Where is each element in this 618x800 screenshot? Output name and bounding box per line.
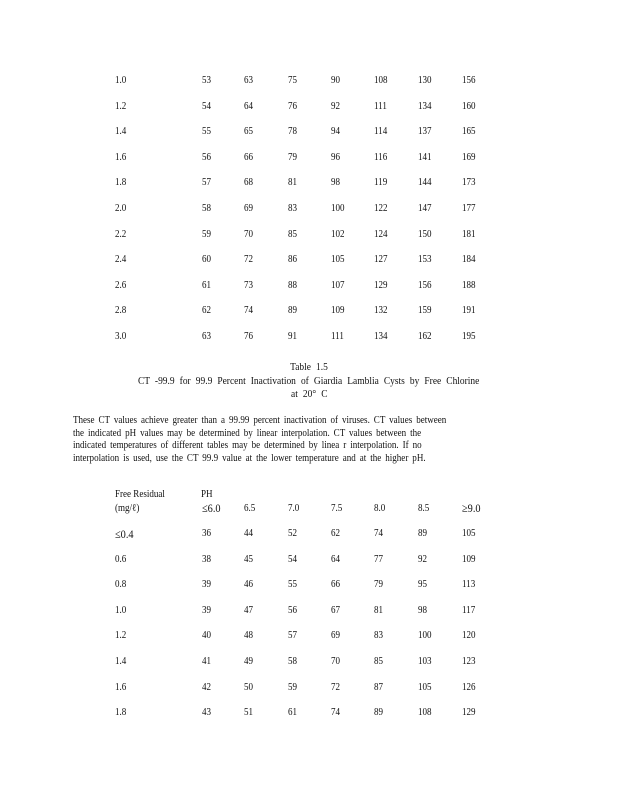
ct-value-cell: 147 — [418, 203, 432, 214]
ct-value-cell: 63 — [202, 331, 212, 342]
ct-value-cell: 67 — [331, 604, 341, 616]
residual-cell: 2.4 — [115, 254, 127, 266]
residual-cell: ≤0.4 — [115, 527, 134, 541]
ct-value-cell: 56 — [288, 604, 298, 616]
ct-value-cell: 36 — [202, 528, 212, 539]
ct-value-cell: 41 — [202, 656, 212, 667]
ph-column-header: ≤6.0 — [202, 501, 221, 515]
ct-value-cell: 52 — [288, 528, 298, 539]
ct-value-cell: 66 — [244, 151, 254, 163]
ct-value-cell: 109 — [462, 553, 476, 565]
ct-value-cell: 119 — [374, 177, 388, 189]
ct-value-cell: 77 — [374, 553, 384, 565]
table-number: Table 1.5 — [290, 362, 328, 373]
ct-value-cell: 65 — [244, 126, 254, 138]
ct-value-cell: 105 — [418, 681, 432, 693]
ct-value-cell: 39 — [202, 604, 212, 616]
header-units: (mg/ℓ) — [115, 503, 140, 514]
residual-cell: 1.8 — [115, 707, 127, 719]
ct-value-cell: 59 — [202, 228, 212, 240]
ct-value-cell: 98 — [418, 604, 428, 616]
residual-cell: 1.0 — [115, 604, 127, 616]
ct-value-cell: 54 — [288, 553, 298, 565]
ct-value-cell: 181 — [462, 228, 476, 240]
note-line: the indicated pH values may be determined by linear interpolation. CT values between the — [73, 427, 422, 439]
residual-cell: 1.6 — [115, 681, 127, 693]
ct-value-cell: 177 — [462, 203, 476, 214]
ct-value-cell: 153 — [418, 254, 432, 266]
ct-value-cell: 39 — [202, 579, 212, 591]
ct-value-cell: 98 — [331, 177, 341, 189]
ct-value-cell: 81 — [288, 177, 298, 189]
ct-value-cell: 94 — [331, 126, 341, 138]
ct-value-cell: 69 — [244, 203, 254, 214]
residual-cell: 1.8 — [115, 177, 127, 189]
ct-value-cell: 62 — [202, 305, 212, 317]
ct-value-cell: 134 — [374, 331, 388, 342]
ph-column-header: 6.5 — [244, 503, 256, 514]
ct-value-cell: 58 — [288, 656, 298, 667]
ph-column-header: 8.0 — [374, 503, 386, 514]
ct-value-cell: 95 — [418, 579, 428, 591]
ph-column-header: 7.5 — [331, 503, 343, 514]
ct-value-cell: 92 — [418, 553, 428, 565]
ct-value-cell: 134 — [418, 100, 432, 112]
ct-value-cell: 126 — [462, 681, 476, 693]
ct-value-cell: 162 — [418, 331, 432, 342]
ct-value-cell: 73 — [244, 279, 254, 291]
ct-value-cell: 105 — [462, 528, 476, 539]
ct-value-cell: 61 — [202, 279, 212, 291]
ct-value-cell: 61 — [288, 707, 298, 719]
note-line: interpolation is used, use the CT 99.9 value at the lower temperature and at the higher pH. — [73, 452, 426, 464]
ct-value-cell: 53 — [202, 75, 212, 86]
ct-value-cell: 51 — [244, 707, 254, 719]
ct-value-cell: 78 — [288, 126, 298, 138]
ct-value-cell: 100 — [331, 203, 345, 214]
ct-value-cell: 111 — [374, 100, 387, 112]
ct-value-cell: 54 — [202, 100, 212, 112]
ct-value-cell: 132 — [374, 305, 388, 317]
residual-cell: 2.6 — [115, 279, 127, 291]
ct-value-cell: 156 — [418, 279, 432, 291]
ct-value-cell: 75 — [288, 75, 298, 86]
ct-value-cell: 89 — [418, 528, 428, 539]
ct-value-cell: 96 — [331, 151, 341, 163]
ct-value-cell: 49 — [244, 656, 254, 667]
ct-value-cell: 129 — [374, 279, 388, 291]
ct-value-cell: 58 — [202, 203, 212, 214]
note-line: indicated temperatures of different tables may be determined by linea r interpolation. If no — [73, 440, 422, 451]
ct-value-cell: 74 — [331, 707, 341, 719]
ct-value-cell: 66 — [331, 579, 341, 591]
ct-value-cell: 89 — [374, 707, 384, 719]
ct-value-cell: 57 — [288, 630, 298, 642]
ct-value-cell: 69 — [331, 630, 341, 642]
ct-value-cell: 43 — [202, 707, 212, 719]
ct-value-cell: 40 — [202, 630, 212, 642]
ct-value-cell: 188 — [462, 279, 476, 291]
ct-value-cell: 191 — [462, 305, 476, 317]
residual-cell: 2.8 — [115, 305, 127, 317]
residual-cell: 3.0 — [115, 331, 127, 342]
ct-value-cell: 129 — [462, 707, 476, 719]
ct-value-cell: 72 — [244, 254, 254, 266]
ct-value-cell: 87 — [374, 681, 384, 693]
ct-value-cell: 124 — [374, 228, 388, 240]
table-caption: CT -99.9 for 99.9 Percent Inactivation of Giardia Lamblia Cysts by Free Chlorine — [138, 376, 480, 387]
ct-value-cell: 137 — [418, 126, 432, 138]
ct-value-cell: 120 — [462, 630, 476, 642]
residual-cell: 2.2 — [115, 228, 127, 240]
ct-value-cell: 79 — [374, 579, 384, 591]
ct-value-cell: 195 — [462, 331, 476, 342]
ct-value-cell: 48 — [244, 630, 254, 642]
ct-value-cell: 50 — [244, 681, 254, 693]
ct-value-cell: 184 — [462, 254, 476, 266]
ct-value-cell: 91 — [288, 331, 298, 342]
header-free-residual: Free Residual — [115, 489, 165, 500]
ct-value-cell: 46 — [244, 579, 254, 591]
ct-value-cell: 144 — [418, 177, 432, 189]
ct-value-cell: 117 — [462, 604, 476, 616]
ct-value-cell: 72 — [331, 681, 341, 693]
ct-value-cell: 85 — [374, 656, 384, 667]
ct-value-cell: 57 — [202, 177, 212, 189]
ct-value-cell: 42 — [202, 681, 212, 693]
ph-column-header: ≥9.0 — [462, 501, 481, 515]
residual-cell: 1.2 — [115, 100, 127, 112]
residual-cell: 0.6 — [115, 553, 127, 565]
ct-value-cell: 116 — [374, 151, 388, 163]
ct-value-cell: 62 — [331, 528, 341, 539]
table-caption-temperature: at 20° C — [290, 389, 328, 400]
ct-value-cell: 127 — [374, 254, 388, 266]
ct-value-cell: 59 — [288, 681, 298, 693]
residual-cell: 0.8 — [115, 579, 127, 591]
ct-value-cell: 122 — [374, 203, 388, 214]
ct-value-cell: 123 — [462, 656, 476, 667]
ct-value-cell: 70 — [331, 656, 341, 667]
ph-column-header: 8.5 — [418, 503, 430, 514]
ct-value-cell: 89 — [288, 305, 298, 317]
ct-value-cell: 111 — [331, 331, 344, 342]
ct-value-cell: 159 — [418, 305, 432, 317]
ct-value-cell: 85 — [288, 228, 298, 240]
residual-cell: 2.0 — [115, 203, 127, 214]
residual-cell: 1.6 — [115, 151, 127, 163]
interpolation-note — [73, 415, 543, 465]
ct-value-cell: 79 — [288, 151, 298, 163]
residual-cell: 1.4 — [115, 656, 127, 667]
ct-value-cell: 114 — [374, 126, 388, 138]
ct-value-cell: 64 — [244, 100, 254, 112]
ct-value-cell: 83 — [374, 630, 384, 642]
ct-value-cell: 92 — [331, 100, 341, 112]
ct-value-cell: 74 — [374, 528, 384, 539]
ct-value-cell: 173 — [462, 177, 476, 189]
ct-value-cell: 113 — [462, 579, 476, 591]
ct-value-cell: 44 — [244, 528, 254, 539]
residual-cell: 1.0 — [115, 75, 127, 86]
ct-value-cell: 90 — [331, 75, 341, 86]
ct-value-cell: 56 — [202, 151, 212, 163]
ct-value-cell: 88 — [288, 279, 298, 291]
ct-value-cell: 108 — [418, 707, 432, 719]
ct-value-cell: 165 — [462, 126, 476, 138]
ct-value-cell: 63 — [244, 75, 254, 86]
ct-value-cell: 108 — [374, 75, 388, 86]
ct-value-cell: 109 — [331, 305, 345, 317]
ct-value-cell: 55 — [288, 579, 298, 591]
ct-value-cell: 81 — [374, 604, 384, 616]
ct-value-cell: 38 — [202, 553, 212, 565]
ct-value-cell: 130 — [418, 75, 432, 86]
ct-value-cell: 150 — [418, 228, 432, 240]
ct-value-cell: 74 — [244, 305, 254, 317]
ct-value-cell: 83 — [288, 203, 298, 214]
ct-value-cell: 160 — [462, 100, 476, 112]
ct-value-cell: 55 — [202, 126, 212, 138]
ct-value-cell: 45 — [244, 553, 254, 565]
ct-value-cell: 102 — [331, 228, 345, 240]
ct-value-cell: 47 — [244, 604, 254, 616]
ct-value-cell: 156 — [462, 75, 476, 86]
ct-value-cell: 64 — [331, 553, 341, 565]
ph-column-header: 7.0 — [288, 503, 300, 514]
ct-value-cell: 86 — [288, 254, 298, 266]
note-line: These CT values achieve greater than a 99.99 percent inactivation of viruses. CT values between — [73, 415, 447, 426]
ct-value-cell: 76 — [288, 100, 298, 112]
ct-value-cell: 169 — [462, 151, 476, 163]
residual-cell: 1.4 — [115, 126, 127, 138]
ct-value-cell: 107 — [331, 279, 345, 291]
ct-value-cell: 141 — [418, 151, 432, 163]
ct-value-cell: 60 — [202, 254, 212, 266]
ct-value-cell: 76 — [244, 331, 254, 342]
ct-value-cell: 103 — [418, 656, 432, 667]
ct-value-cell: 105 — [331, 254, 345, 266]
residual-cell: 1.2 — [115, 630, 127, 642]
ct-value-cell: 100 — [418, 630, 432, 642]
ct-value-cell: 68 — [244, 177, 254, 189]
ct-value-cell: 70 — [244, 228, 254, 240]
header-ph-label: PH — [201, 489, 213, 500]
